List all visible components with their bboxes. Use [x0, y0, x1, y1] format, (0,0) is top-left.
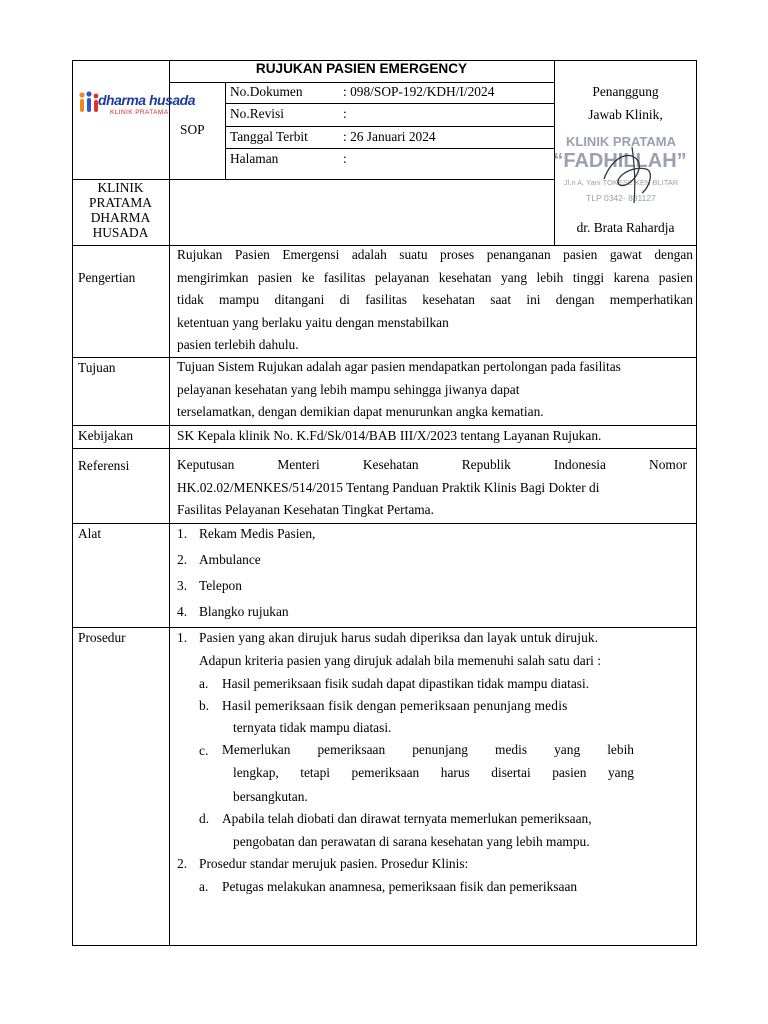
pengertian-line: ketentuan yang berlaku yaitu dengan menstabilkan [177, 314, 449, 330]
pengertian-line: tidak mampu ditangani di fasilitas kesehatan saat ini dengan memperhatikan [177, 292, 693, 307]
pengertian-line: Rujukan Pasien Emergensi adalah suatu proses penanganan pasien gawat dengan [177, 247, 693, 262]
prosedur-sub-number: a. [199, 676, 209, 691]
field-label-no-revisi: No.Revisi [230, 106, 284, 121]
clinic-stamp [553, 133, 696, 213]
prosedur-sub-text: pengobatan dan perawatan di sarana kesehatan yang lebih mampu. [233, 834, 590, 849]
stamp-line: Jl.n A. Yani TOKESE KEN BLITAR [563, 178, 679, 187]
stamp-line: TLP 0342- 831127 [586, 193, 656, 203]
tujuan-content [177, 356, 683, 424]
alat-item-text: Telepon [199, 578, 242, 593]
logo-figures-icon [78, 90, 100, 116]
prosedur-step-number: 1. [177, 630, 188, 645]
prosedur-sub-number: c. [199, 743, 209, 758]
referensi-content [177, 454, 687, 522]
prosedur-sub-number: a. [199, 879, 209, 894]
tujuan-line: pelayanan kesehatan yang lebih mampu sehingga jiwanya dapat [177, 381, 520, 397]
prosedur-sub-text: Hasil pemeriksaan fisik dengan pemeriksaan penunjang medis [222, 698, 568, 713]
prosedur-sub-number: b. [199, 698, 210, 713]
clinic-name-line: DHARMA [90, 210, 151, 225]
prosedur-sub-text: ternyata tidak mampu diatasi. [233, 720, 392, 735]
clinic-name [72, 180, 169, 240]
logo-brand: dharma husada [98, 92, 195, 108]
alat-item-number: 2. [177, 552, 188, 567]
field-value-tanggal-terbit: : 26 Januari 2024 [343, 129, 436, 144]
prosedur-step-text: Prosedur standar merujuk pasien. Prosedur Klinis: [199, 856, 469, 871]
referensi-line: Fasilitas Pelayanan Kesehatan Tingkat Pertama. [177, 502, 434, 517]
stamp-line: “FADHILLAH” [553, 150, 687, 172]
responsible-name: dr. Brata Rahardja [576, 220, 675, 235]
clinic-name-line: PRATAMA [89, 195, 152, 210]
tujuan-line: terselamatkan, dengan demikian dapat menurunkan angka kematian. [177, 404, 544, 419]
prosedur-sub-text: Apabila telah diobati dan dirawat ternyata memerlukan pemeriksaan, [222, 811, 592, 826]
logo-subtitle: KLINIK PRATAMA [110, 109, 169, 116]
section-label-kebijakan: Kebijakan [78, 428, 134, 443]
field-value-no-revisi: : [343, 106, 347, 121]
clinic-name-line: KLINIK [97, 180, 144, 195]
section-label-prosedur: Prosedur [78, 630, 126, 645]
prosedur-step-text: Pasien yang akan dirujuk harus sudah diperiksa dan layak untuk dirujuk. [199, 630, 599, 645]
alat-item-number: 4. [177, 604, 188, 619]
clinic-name-line: HUSADA [92, 225, 149, 240]
alat-item-number: 3. [177, 578, 188, 593]
referensi-line: HK.02.02/MENKES/514/2015 Tentang Panduan Praktik Klinis Bagi Dokter di [177, 479, 600, 495]
section-label-pengertian: Pengertian [78, 270, 136, 285]
referensi-line: Keputusan Menteri Kesehatan Republik Indonesia Nomor [177, 457, 687, 472]
field-label-tanggal-terbit: Tanggal Terbit [230, 129, 308, 144]
stamp-line: KLINIK PRATAMA [565, 134, 676, 149]
prosedur-sub-text: Hasil pemeriksaan fisik sudah dapat dipastikan tidak mampu diatasi. [222, 676, 590, 691]
prosedur-sub-number: d. [199, 811, 210, 826]
alat-item-text: Blangko rujukan [199, 604, 289, 619]
field-value-halaman: : [343, 151, 347, 166]
section-label-tujuan: Tujuan [78, 360, 116, 375]
field-label-no-dokumen: No.Dokumen [230, 84, 303, 99]
section-label-alat: Alat [78, 526, 102, 541]
doc-type-label: SOP [180, 122, 205, 137]
page-title: RUJUKAN PASIEN EMERGENCY [255, 61, 468, 76]
prosedur-sub-text: lengkap, tetapi pemeriksaan harus disertai pasien yang [233, 765, 634, 780]
prosedur-sub-text: Memerlukan pemeriksaan penunjang medis yang lebih [222, 742, 634, 757]
responsible-title-line1: Penanggung [592, 84, 659, 99]
field-value-no-dokumen: : 098/SOP-192/KDH/I/2024 [343, 84, 495, 99]
signature-icon [584, 139, 674, 209]
kebijakan-text: SK Kepala klinik No. K.Fd/Sk/014/BAB III/X/2023 tentang Layanan Rujukan. [177, 428, 602, 443]
section-label-referensi: Referensi [78, 458, 130, 473]
alat-item-number: 1. [177, 526, 188, 541]
prosedur-step-text: Adapun kriteria pasien yang dirujuk adalah bila memenuhi salah satu dari : [199, 653, 601, 668]
prosedur-sub-text: Petugas melakukan anamnesa, pemeriksaan fisik dan pemeriksaan [222, 879, 578, 894]
field-label-halaman: Halaman [230, 151, 279, 166]
clinic-logo [78, 88, 195, 124]
alat-item-text: Ambulance [199, 552, 261, 567]
pengertian-content [177, 244, 693, 357]
tujuan-line: Tujuan Sistem Rujukan adalah agar pasien mendapatkan pertolongan pada fasilitas [177, 359, 621, 374]
alat-item-text: Rekam Medis Pasien, [199, 526, 316, 541]
prosedur-sub-text: bersangkutan. [233, 789, 308, 804]
responsible-title-line2: Jawab Klinik, [588, 107, 663, 122]
pengertian-line: mengirimkan pasien ke fasilitas pelayanan kesehatan yang lebih tinggi karena pasien [177, 269, 693, 285]
prosedur-step-number: 2. [177, 856, 188, 871]
pengertian-line: pasien terlebih dahulu. [177, 337, 299, 352]
